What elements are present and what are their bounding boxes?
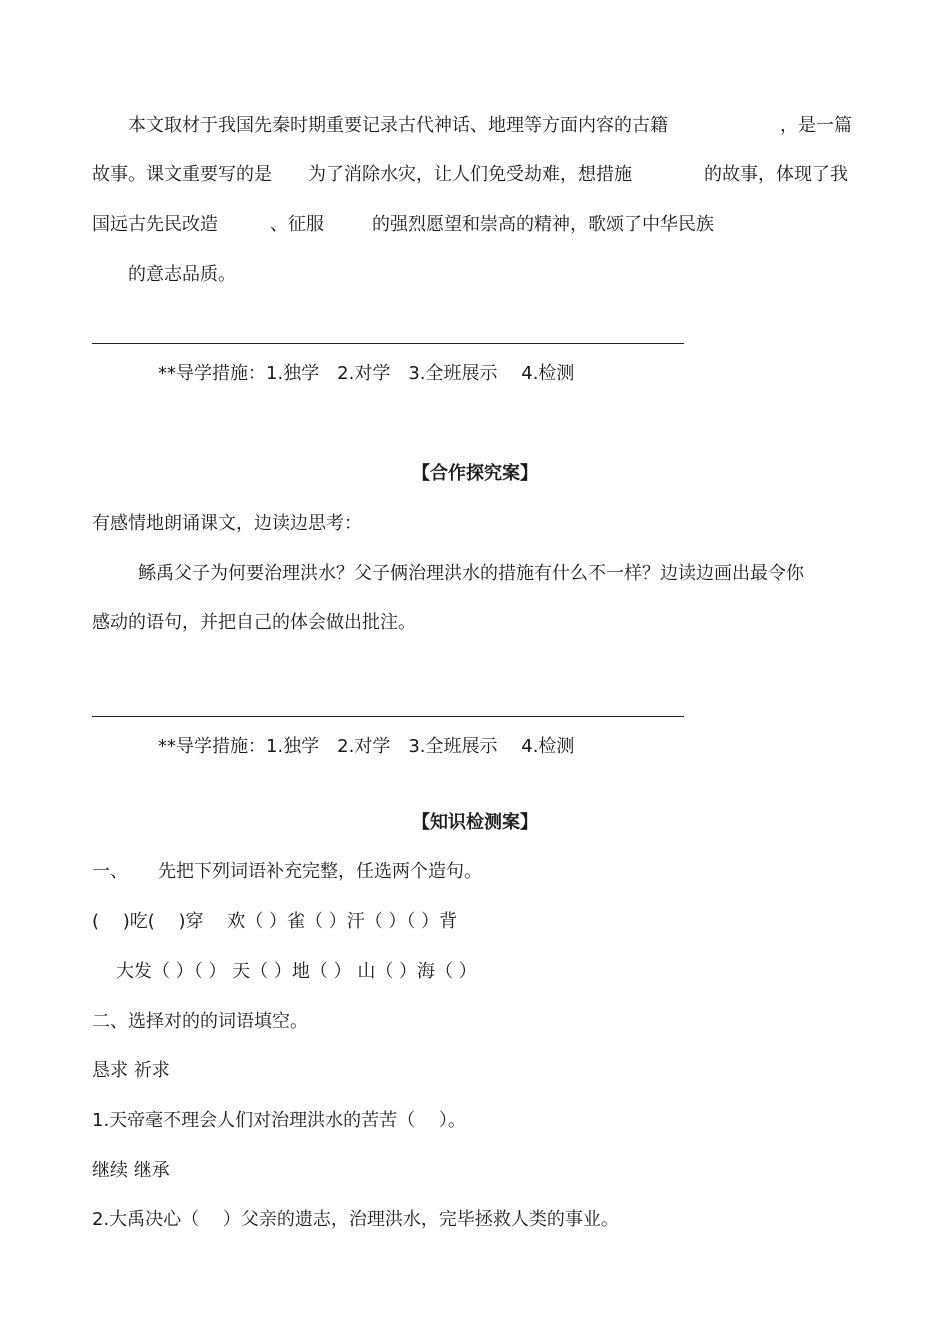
q1-fill-row-2: 大发（ ）（ ） 天（ ）地（ ） 山（ ）海（ ） — [116, 961, 477, 982]
q2-word-pair-1: 恳求 祈求 — [92, 1060, 170, 1081]
q2-title: 二、选择对的的词语填空。 — [92, 1011, 308, 1032]
intro-line-2c: 的故事，体现了我 — [704, 164, 848, 185]
coop-question-line-2: 感动的语句，并把自己的体会做出批注。 — [92, 612, 416, 633]
coop-question-line-1: 鲧禹父子为何要治理洪水？父子俩治理洪水的措施有什么不一样？边读边画出最令你 — [138, 563, 804, 584]
divider-line-1 — [92, 343, 684, 344]
intro-line-2b: 为了消除水灾，让人们免受劫难，想措施 — [308, 164, 632, 185]
q1-number: 一、 — [92, 861, 128, 882]
divider-line-2 — [92, 716, 684, 717]
q2-word-pair-2: 继续 继承 — [92, 1160, 170, 1181]
q1-text: 先把下列词语补充完整，任选两个造句。 — [158, 861, 482, 882]
coop-instruction: 有感情地朗诵课文，边读边思考： — [92, 513, 362, 534]
guide-measures-1: **导学措施：1.独学 2.对学 3.全班展示 4.检测 — [158, 363, 575, 384]
intro-line-4: 的意志品质。 — [128, 264, 236, 285]
guide-measures-2: **导学措施：1.独学 2.对学 3.全班展示 4.检测 — [158, 736, 575, 757]
intro-line-3a: 国远古先民改造 — [92, 214, 218, 235]
q2-sentence-2: 2.大禹决心（ ）父亲的遗志，治理洪水，完毕拯救人类的事业。 — [92, 1209, 619, 1230]
intro-line-1a: 本文取材于我国先秦时期重要记录古代神话、地理等方面内容的古籍 — [128, 115, 668, 136]
intro-line-3c: 的强烈愿望和崇高的精神，歌颂了中华民族 — [372, 214, 714, 235]
intro-line-2a: 故事。课文重要写的是 — [92, 164, 272, 185]
q1-fill-row-1: ( )吃( )穿 欢（ ）雀（ ）汗（ ）（ ）背 — [92, 911, 458, 932]
section-title-check: 【知识检测案】 — [412, 812, 538, 833]
intro-line-3b: 、征服 — [270, 214, 324, 235]
intro-line-1b: ，是一篇 — [780, 115, 852, 136]
section-title-coop: 【合作探究案】 — [412, 463, 538, 484]
q2-sentence-1: 1.天帝毫不理会人们对治理洪水的苦苦（ ）。 — [92, 1110, 466, 1131]
